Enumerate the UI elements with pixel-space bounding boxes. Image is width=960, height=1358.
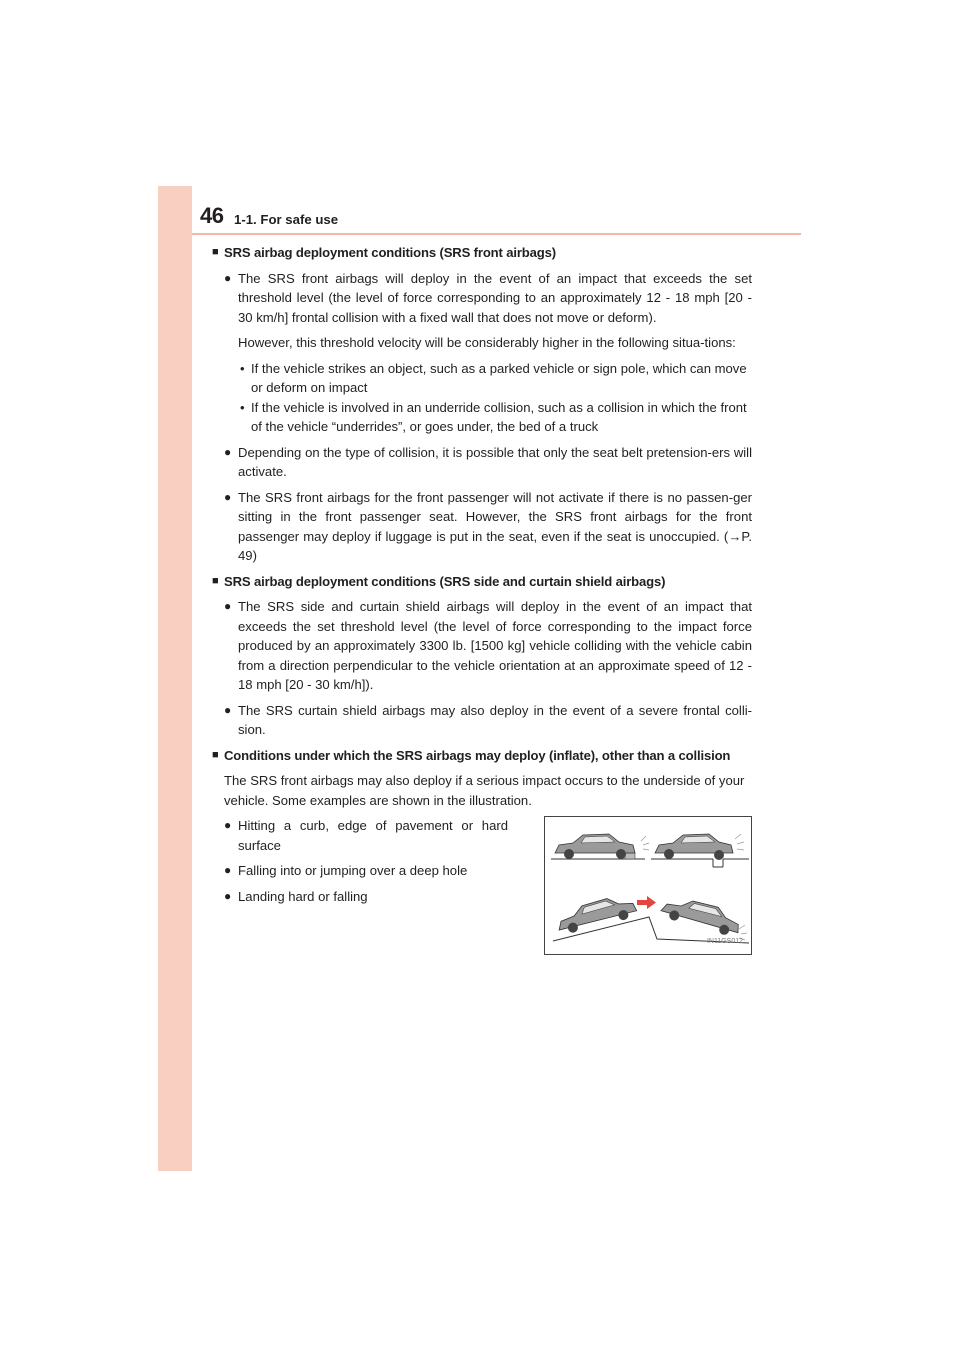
page-number: 46 (200, 203, 224, 228)
bullet-item: ● The SRS side and curtain shield airbags will deploy in the event of an impact that exceeds the set threshold level (the level of force corresponding to the impact force produced by an approximately 3300 lb. [1500 kg] vehicle colliding with the vehicle cabin from a direction perpendicular to the vehicle orientation at an approximate speed of 12 - 18 mph [20 - 30 km/h]). (224, 599, 752, 692)
bullet-item: ● The SRS front airbags will deploy in the event of an impact that exceeds the set threshold level (the level of force corresponding to an approximately 12 - 18 mph [20 - 30 km/h] frontal collision with a fixed wall that does not move or deform). (224, 270, 752, 325)
arrow-icon (637, 896, 656, 909)
circle-bullet-icon: ● (224, 888, 232, 903)
examples-list (212, 816, 508, 912)
heading-front-airbags: ■ SRS airbag deployment conditions (SRS front airbags) (212, 243, 752, 263)
sub-list (212, 359, 752, 437)
chapter-side-band (158, 186, 192, 1171)
collision-illustration (544, 816, 752, 955)
circle-bullet-icon: ● (224, 702, 232, 717)
circle-bullet-icon: ● (224, 489, 232, 504)
circle-bullet-icon: ● (224, 599, 232, 613)
bullet-item: ● The SRS curtain shield airbags may also deploy in the event of a severe frontal colli-sion. (224, 702, 752, 737)
page-content (212, 243, 752, 955)
circle-bullet-icon: ● (224, 444, 232, 459)
circle-bullet-icon: ● (224, 818, 232, 832)
section-title: 1-1. For safe use (234, 212, 339, 227)
bullet-item: ● Landing hard or falling (212, 887, 508, 907)
heading-non-collision-deploy: ■ Conditions under which the SRS airbags may deploy (inflate), other than a collision (212, 746, 752, 766)
bullet-item: ● Depending on the type of collision, it is possible that only the seat belt pretension-ers will activate. (224, 444, 752, 479)
square-bullet-icon: ■ (212, 574, 219, 587)
dot-marker-icon: • (240, 399, 245, 415)
sub-item: • If the vehicle strikes an object, such as a parked vehicle or sign pole, which can move or deform on impact (240, 360, 747, 395)
impact-lines-icon (641, 836, 649, 850)
paragraph: However, this threshold velocity will be considerably higher in the following situa-tions: (238, 335, 736, 350)
impact-lines-icon (735, 834, 744, 850)
car-icon (551, 834, 645, 859)
car-icon (554, 892, 638, 936)
header-rule (192, 233, 801, 235)
circle-bullet-icon: ● (224, 863, 232, 877)
heading-side-curtain-airbags: ■ SRS airbag deployment conditions (SRS side and curtain shield airbags) (212, 572, 752, 592)
circle-bullet-icon: ● (224, 270, 232, 285)
bullet-item: ● Falling into or jumping over a deep hole (212, 861, 508, 881)
bullet-item: ● Hitting a curb, edge of pavement or hard surface (224, 818, 508, 853)
square-bullet-icon: ■ (212, 246, 219, 258)
dot-marker-icon: • (240, 360, 245, 376)
paragraph: The SRS front airbags may also deploy if a serious impact occurs to the underside of your vehicle. Some examples are shown in the illustration. (224, 773, 745, 808)
examples-row (212, 816, 752, 955)
figure-code: IN11GS012 (706, 937, 743, 945)
sub-item: • If the vehicle is involved in an underride collision, such as a collision in which the front of the vehicle “underrides”, or goes under, the bed of a truck (240, 399, 747, 434)
car-icon (651, 834, 749, 867)
square-bullet-icon: ■ (212, 748, 219, 761)
bullet-item: ● The SRS front airbags for the front passenger will not activate if there is no passen-ger sitting in the front passenger seat. However, the SRS front airbags for the front passenger may deploy if luggage is put in the seat, even if the seat is unoccupied. (→P. 49) (224, 489, 752, 563)
